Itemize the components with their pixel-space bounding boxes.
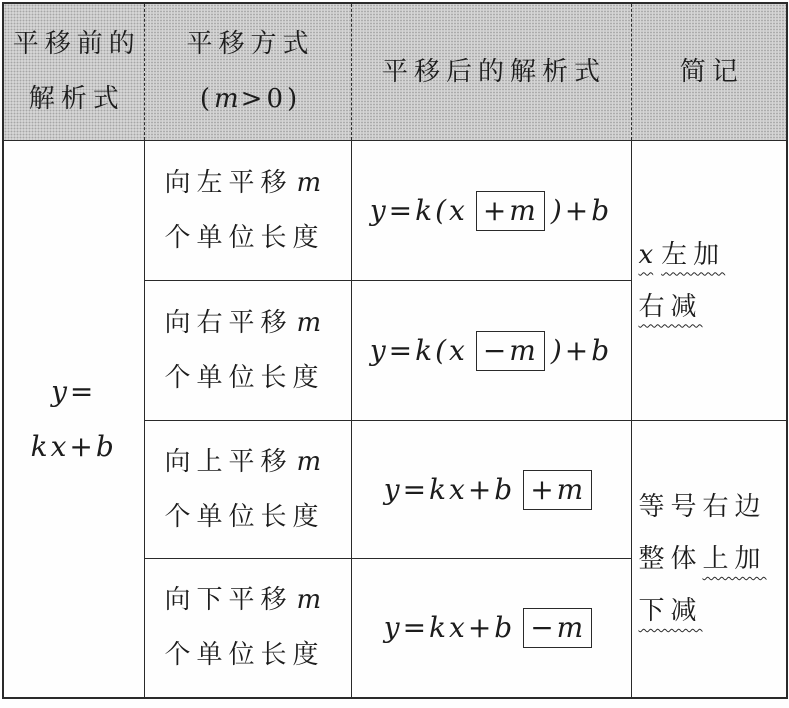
summary-horizontal-rest: 左加 [661, 239, 726, 270]
summary-horizontal-line1 [639, 229, 787, 281]
formula-after: )+b [550, 193, 613, 227]
header-method-paren-open: ( [199, 84, 214, 114]
method-unit: 个单位长度 [164, 501, 325, 532]
header-result-expression [351, 3, 631, 141]
method-direction-line [165, 156, 351, 211]
method-cell-right [144, 281, 351, 421]
summary-vertical-cell [631, 421, 787, 699]
formula-before: y=kx+b [383, 472, 516, 506]
method-var: m [296, 167, 322, 198]
method-direction: 向上平移 [164, 446, 293, 477]
summary-vertical-line1: 等号右边 [638, 492, 767, 522]
header-method-var: m [214, 84, 241, 114]
formula-cell-up [351, 421, 631, 559]
header-original-line2: 解析式 [28, 84, 125, 114]
method-var: m [296, 307, 322, 338]
summary-vertical-line3 [639, 585, 787, 637]
summary-vertical-emphasis: 上加 [702, 544, 767, 574]
formula-before: y=k(x [369, 333, 468, 367]
method-cell-down [144, 559, 351, 699]
original-expression-line2: kx+b [30, 430, 117, 463]
formula-boxed-term: +m [523, 470, 592, 510]
method-unit: 个单位长度 [164, 362, 325, 393]
linear-function-translation-table [2, 2, 788, 699]
method-unit: 个单位长度 [164, 640, 325, 670]
method-var: m [296, 585, 322, 615]
header-translation-method [144, 3, 351, 141]
formula-cell-down [351, 559, 631, 699]
table-row-left [3, 141, 787, 281]
summary-vertical-line3-text: 下减 [638, 596, 703, 626]
summary-horizontal-line2 [639, 281, 787, 333]
header-method-title: 平移方式 [186, 29, 315, 59]
header-summary-label: 简记 [679, 56, 744, 87]
method-cell-left [144, 141, 351, 281]
method-direction: 向左平移 [164, 167, 293, 198]
header-row [3, 3, 787, 141]
header-original-expression [3, 3, 144, 141]
formula-before: y=k(x [369, 193, 468, 227]
summary-horizontal-cell [631, 141, 787, 421]
header-original-line1: 平移前的 [12, 29, 141, 59]
method-var: m [296, 446, 322, 477]
method-cell-up [144, 421, 351, 559]
summary-horizontal-line2-text: 右减 [638, 291, 703, 322]
header-result-label: 平移后的解析式 [381, 56, 606, 87]
method-direction-line [165, 435, 351, 490]
original-expression-line1: y= [51, 375, 97, 408]
header-method-rest: >0) [240, 84, 302, 114]
formula-before: y=kx+b [383, 611, 516, 644]
original-expression-cell [3, 141, 144, 699]
formula-boxed-term: −m [523, 608, 592, 648]
summary-horizontal-var: x [638, 239, 654, 270]
formula-cell-right [351, 281, 631, 421]
formula-cell-left [351, 141, 631, 281]
formula-boxed-term: −m [476, 331, 545, 371]
formula-boxed-term: +m [476, 191, 545, 231]
formula-after: )+b [550, 333, 613, 367]
summary-horizontal-emphasis [639, 240, 726, 270]
method-direction: 向下平移 [164, 585, 293, 615]
summary-vertical-line2 [639, 533, 787, 585]
method-direction: 向右平移 [164, 307, 293, 338]
method-direction-line [165, 296, 351, 351]
header-method-condition [145, 72, 351, 127]
header-summary [631, 3, 787, 141]
summary-vertical-plain: 整体 [638, 544, 703, 574]
method-unit: 个单位长度 [164, 222, 325, 253]
method-direction-line [165, 573, 351, 628]
